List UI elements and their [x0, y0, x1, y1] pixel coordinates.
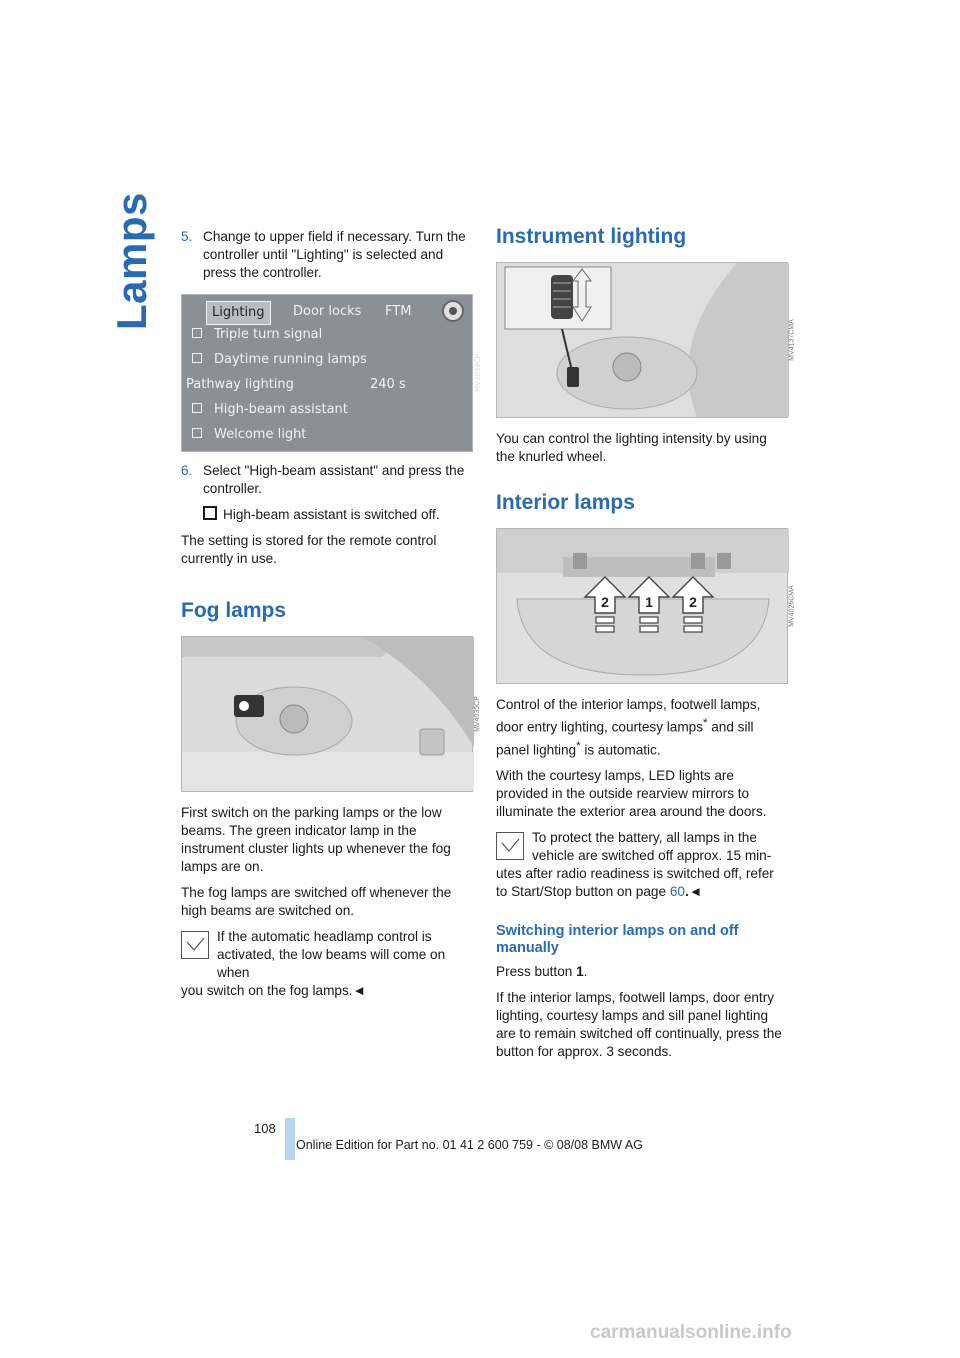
press-button-text: Press button 1.: [496, 964, 588, 980]
left-column: [181, 228, 482, 1008]
checkbox-icon: [203, 506, 217, 520]
checkbox-icon: [192, 403, 202, 413]
instrument-lighting-heading: Instrument lighting: [496, 225, 687, 248]
fog-note: If the automatic headlamp control is activated, the low beams will come on when you switch on the fog lamps.◄: [181, 929, 446, 998]
edition-text: Online Edition for Part no. 01 41 2 600 759 - © 08/08 BMW AG: [296, 1138, 643, 1152]
fog-lamps-heading: Fog lamps: [181, 599, 287, 622]
figure-code: MV4035CP: [474, 696, 481, 732]
interior-lamps-figure: [496, 528, 796, 684]
figure-code: MV4026CMA: [789, 585, 796, 627]
pathway-value: 240 s: [370, 377, 406, 392]
figure-code: MV4137CMA: [789, 319, 796, 361]
tab-lighting: Lighting: [206, 301, 271, 325]
end-mark: ◄: [352, 983, 366, 998]
step-5: [181, 228, 473, 282]
menu-row-triple-turn: Triple turn signal: [186, 323, 468, 347]
lighting-menu-figure: [181, 294, 482, 452]
interior-lamps-heading: Interior lamps: [496, 491, 635, 514]
fog-paragraph-1: First switch on the parking lamps or the low beams. The green indicator lamp in the instrument cluster lights up whenever the fog lamps are on.: [181, 805, 451, 874]
step-number: 6.: [181, 463, 193, 478]
step-number: 5.: [181, 229, 193, 244]
battery-note: To protect the battery, all lamps in the vehicle are switched off approx. 15 min- utes after radio readiness is switched off, refer to Start/Stop button on page 60.◄: [496, 830, 774, 900]
menu-row-daytime: Daytime running lamps: [186, 348, 468, 372]
fog-paragraph-2: The fog lamps are switched off whenever the high beams are switched on.: [181, 885, 452, 918]
settings-gear-icon: [442, 300, 464, 322]
section-title: Lamps: [108, 192, 155, 330]
knurled-wheel-illustration: [497, 263, 789, 417]
checkbox-icon: [192, 428, 202, 438]
note-check-icon: [181, 931, 209, 959]
instrument-lighting-figure: [496, 262, 796, 418]
figure-code: MV4038CP: [474, 354, 482, 392]
step-6: [181, 462, 473, 498]
asterisk: *: [703, 717, 708, 729]
checkbox-icon: [192, 328, 202, 338]
interior-paragraph-1: Control of the interior lamps, footwell lamps, door entry lighting, courtesy lamps* and sill panel lighting* is automatic.: [496, 697, 761, 758]
callout-label: 2: [689, 594, 697, 610]
interior-paragraph-2: With the courtesy lamps, LED lights are provided in the outside rearview mirrors to illuminate the exterior area around the doors.: [496, 768, 767, 820]
fog-switch-illustration: [182, 637, 474, 791]
tab-door-locks: Door locks: [293, 304, 362, 319]
asterisk: *: [576, 739, 581, 752]
tab-ftm: FTM: [385, 304, 412, 319]
checkbox-icon: [192, 353, 202, 363]
switched-off-line: High-beam assistant is switched off.: [181, 506, 473, 524]
callout-label: 2: [601, 594, 609, 610]
menu-row-pathway: Pathway lighting 240 s: [186, 373, 468, 397]
footer-bar: [285, 1118, 295, 1160]
menu-tabs: [206, 301, 448, 323]
switching-heading: Switching interior lamps on and off manually: [496, 923, 739, 957]
step-text: Select "High-beam assistant" and press the controller.: [203, 463, 465, 496]
callout-label: 1: [645, 594, 653, 610]
watermark: carmanualsonline.info: [590, 1322, 792, 1343]
stored-text: The setting is stored for the remote control currently in use.: [181, 533, 437, 566]
page-number: 108: [254, 1121, 276, 1136]
right-column: [496, 225, 796, 1069]
menu-row-welcome: Welcome light: [186, 423, 468, 447]
interior-paragraph-3: If the interior lamps, footwell lamps, door entry lighting, courtesy lamps and sill panel lighting are to remain switched off continually, press the button for approx. 3 seconds.: [496, 990, 782, 1060]
page-link[interactable]: 60: [669, 884, 685, 900]
step-text: Change to upper field if necessary. Turn the controller until "Lighting" is selected and press the controller.: [203, 229, 466, 280]
interior-lamp-buttons-illustration: [497, 529, 789, 683]
note-check-icon: [496, 832, 524, 860]
menu-row-high-beam: High-beam assistant: [186, 398, 468, 422]
instrument-text: You can control the lighting intensity by using the knurled wheel.: [496, 431, 767, 464]
fog-lamps-figure: [181, 636, 481, 792]
